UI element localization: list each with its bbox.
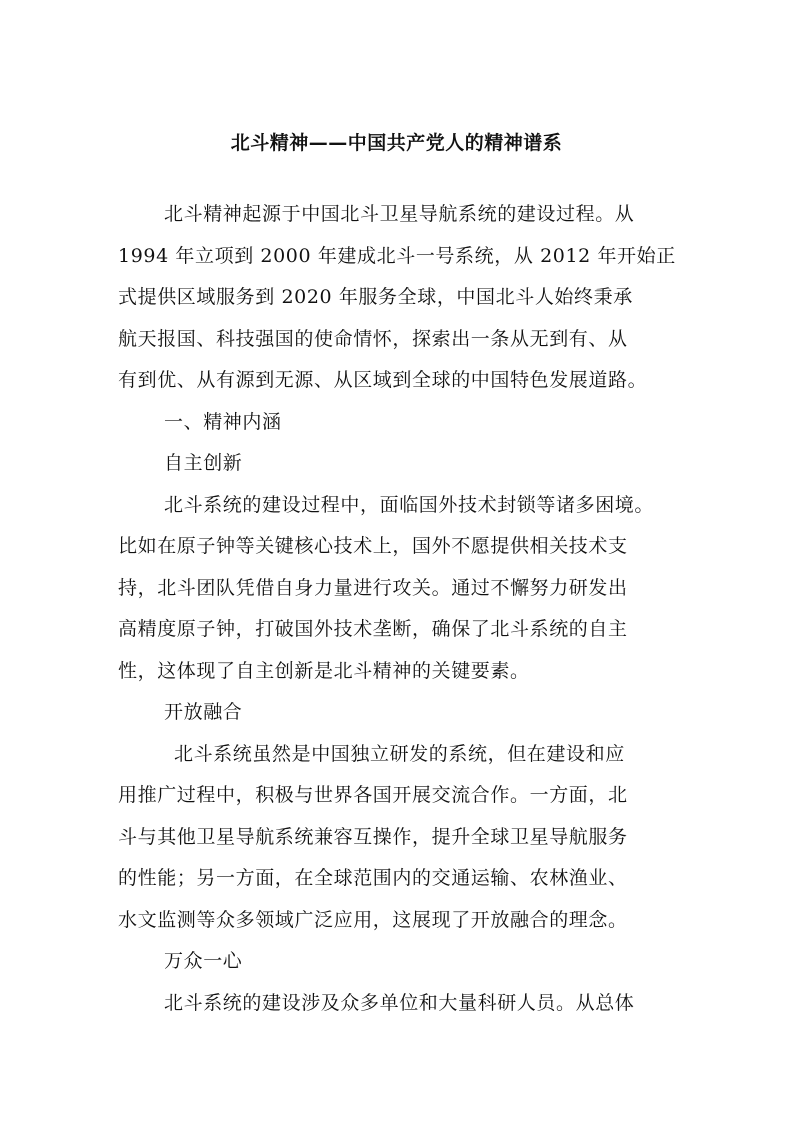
paragraph-line: 用推广过程中，积极与世界各国开展交流合作。一方面，北 [118, 784, 628, 806]
paragraph-line: 1994 年立项到 2000 年建成北斗一号系统，从 2012 年开始正 [118, 245, 676, 267]
paragraph-line: 北斗系统虽然是中国独立研发的系统，但在建设和应 [174, 743, 625, 765]
section-heading: 一、精神内涵 [164, 411, 282, 433]
paragraph-line: 持，北斗团队凭借自身力量进行攻关。通过不懈努力研发出 [118, 577, 628, 599]
paragraph-line: 比如在原子钟等关键核心技术上，国外不愿提供相关技术支 [118, 535, 628, 557]
paragraph-line: 北斗精神起源于中国北斗卫星导航系统的建设过程。从 [164, 203, 635, 225]
subheading-open-integration: 开放融合 [164, 701, 243, 723]
paragraph-line: 高精度原子钟，打破国外技术垄断，确保了北斗系统的自主 [118, 618, 628, 640]
paragraph-line: 北斗系统的建设涉及众多单位和大量科研人员。从总体 [164, 992, 635, 1014]
paragraph-line: 性，这体现了自主创新是北斗精神的关键要素。 [118, 660, 530, 682]
paragraph-line: 式提供区域服务到 2020 年服务全球，中国北斗人始终秉承 [118, 286, 633, 308]
subheading-autonomous-innovation: 自主创新 [164, 452, 243, 474]
document-title: 北斗精神——中国共产党人的精神谱系 [230, 132, 563, 154]
paragraph-line: 水文监测等众多领域广泛应用，这展现了开放融合的理念。 [118, 909, 628, 931]
paragraph-line: 航天报国、科技强国的使命情怀，探索出一条从无到有、从 [118, 328, 628, 350]
paragraph-line: 北斗系统的建设过程中，面临国外技术封锁等诸多困境。 [164, 494, 655, 516]
subheading-united-effort: 万众一心 [164, 950, 243, 972]
paragraph-line: 有到优、从有源到无源、从区域到全球的中国特色发展道路。 [118, 369, 648, 391]
paragraph-line: 斗与其他卫星导航系统兼容互操作，提升全球卫星导航服务 [118, 826, 628, 848]
paragraph-line: 的性能；另一方面，在全球范围内的交通运输、农林渔业、 [118, 867, 628, 889]
